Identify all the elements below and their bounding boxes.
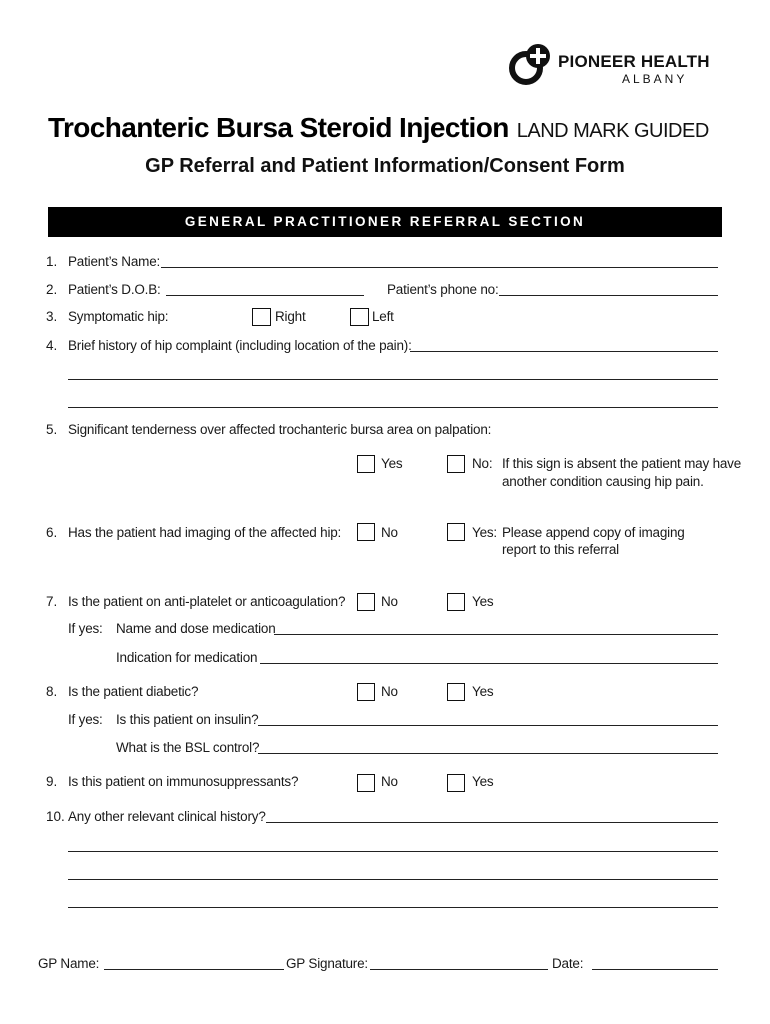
tenderness-yes-checkbox[interactable] bbox=[357, 455, 375, 473]
q9-number: 9. bbox=[46, 774, 58, 789]
clinical-history-line-2[interactable] bbox=[68, 851, 718, 852]
q7-number: 7. bbox=[46, 594, 58, 609]
q6-label: Has the patient had imaging of the affected hip: bbox=[68, 525, 342, 540]
hip-right-label: Right bbox=[275, 309, 306, 324]
diabetic-yes-label: Yes bbox=[472, 684, 494, 699]
q4-number: 4. bbox=[46, 338, 58, 353]
history-field-line-2[interactable] bbox=[68, 379, 718, 380]
q8-label: Is the patient diabetic? bbox=[68, 684, 199, 699]
clinical-history-line-3[interactable] bbox=[68, 879, 718, 880]
q8-number: 8. bbox=[46, 684, 58, 699]
imaging-note-line-2: report to this referral bbox=[502, 542, 619, 557]
gp-name-label: GP Name: bbox=[38, 956, 100, 971]
form-subtitle: GP Referral and Patient Information/Consent Form bbox=[145, 155, 625, 177]
diabetic-no-label: No bbox=[381, 684, 398, 699]
section-banner: GENERAL PRACTITIONER REFERRAL SECTION bbox=[48, 207, 722, 237]
bsl-label: What is the BSL control? bbox=[116, 740, 260, 755]
title-sub: LAND MARK GUIDED bbox=[516, 120, 709, 142]
q10-number: 10. bbox=[46, 809, 65, 824]
bsl-field[interactable] bbox=[258, 753, 718, 754]
q3-label: Symptomatic hip: bbox=[68, 309, 169, 324]
anticoag-no-label: No bbox=[381, 594, 398, 609]
imaging-yes-checkbox[interactable] bbox=[447, 523, 465, 541]
medication-indication-field[interactable] bbox=[260, 663, 718, 664]
anticoag-yes-checkbox[interactable] bbox=[447, 593, 465, 611]
q10-label: Any other relevant clinical history? bbox=[68, 809, 266, 824]
clinical-history-line-4[interactable] bbox=[68, 907, 718, 908]
tenderness-yes-label: Yes bbox=[381, 456, 403, 471]
q9-label: Is this patient on immunosuppressants? bbox=[68, 774, 299, 789]
tenderness-note-line-2: another condition causing hip pain. bbox=[502, 474, 704, 489]
q7-label: Is the patient on anti-platelet or anticoagulation? bbox=[68, 594, 346, 609]
gp-name-field[interactable] bbox=[104, 969, 284, 970]
q1-number: 1. bbox=[46, 254, 58, 269]
q3-number: 3. bbox=[46, 309, 58, 324]
imaging-no-label: No bbox=[381, 525, 398, 540]
medication-dose-label: Name and dose medication bbox=[116, 621, 276, 636]
insulin-label: Is this patient on insulin? bbox=[116, 712, 259, 727]
immuno-yes-checkbox[interactable] bbox=[447, 774, 465, 792]
patient-dob-field[interactable] bbox=[166, 295, 364, 296]
immuno-no-checkbox[interactable] bbox=[357, 774, 375, 792]
clinical-history-line-1[interactable] bbox=[266, 822, 718, 823]
medication-dose-field[interactable] bbox=[274, 634, 718, 635]
q6-number: 6. bbox=[46, 525, 58, 540]
diabetic-yes-checkbox[interactable] bbox=[447, 683, 465, 701]
anticoag-yes-label: Yes bbox=[472, 594, 494, 609]
q5-label: Significant tenderness over affected trochanteric bursa area on palpation: bbox=[68, 422, 492, 437]
q4-label: Brief history of hip complaint (including location of the pain): bbox=[68, 338, 412, 353]
logo-location: ALBANY bbox=[622, 72, 688, 86]
date-label: Date: bbox=[552, 956, 584, 971]
pioneer-health-logo bbox=[508, 42, 723, 90]
hip-left-checkbox[interactable] bbox=[350, 308, 369, 326]
q2-number: 2. bbox=[46, 282, 58, 297]
hip-left-label: Left bbox=[372, 309, 394, 324]
tenderness-note-line-1: If this sign is absent the patient may have bbox=[502, 456, 742, 471]
insulin-field[interactable] bbox=[258, 725, 718, 726]
immuno-yes-label: Yes bbox=[472, 774, 494, 789]
hip-right-checkbox[interactable] bbox=[252, 308, 271, 326]
patient-phone-field[interactable] bbox=[499, 295, 718, 296]
logo-name: PIONEER HEALTH bbox=[558, 52, 710, 71]
date-field[interactable] bbox=[592, 969, 718, 970]
q8-ifyes-label: If yes: bbox=[68, 712, 103, 727]
title-main: Trochanteric Bursa Steroid Injection bbox=[48, 112, 509, 143]
tenderness-no-label: No: bbox=[472, 456, 493, 471]
gp-signature-field[interactable] bbox=[370, 969, 548, 970]
q7-ifyes-label: If yes: bbox=[68, 621, 103, 636]
q5-number: 5. bbox=[46, 422, 58, 437]
medication-indication-label: Indication for medication bbox=[116, 650, 258, 665]
imaging-yes-label: Yes: bbox=[472, 525, 497, 540]
history-field-line-3[interactable] bbox=[68, 407, 718, 408]
tenderness-no-checkbox[interactable] bbox=[447, 455, 465, 473]
q1-label: Patient’s Name: bbox=[68, 254, 161, 269]
imaging-no-checkbox[interactable] bbox=[357, 523, 375, 541]
logo-mark-icon bbox=[508, 42, 552, 86]
phone-label: Patient’s phone no: bbox=[387, 282, 499, 297]
gp-signature-label: GP Signature: bbox=[286, 956, 368, 971]
imaging-note-line-1: Please append copy of imaging bbox=[502, 525, 685, 540]
history-field-line-1[interactable] bbox=[410, 351, 718, 352]
page-title bbox=[48, 112, 709, 144]
immuno-no-label: No bbox=[381, 774, 398, 789]
diabetic-no-checkbox[interactable] bbox=[357, 683, 375, 701]
anticoag-no-checkbox[interactable] bbox=[357, 593, 375, 611]
patient-name-field[interactable] bbox=[161, 267, 718, 268]
q2-label: Patient’s D.O.B: bbox=[68, 282, 161, 297]
